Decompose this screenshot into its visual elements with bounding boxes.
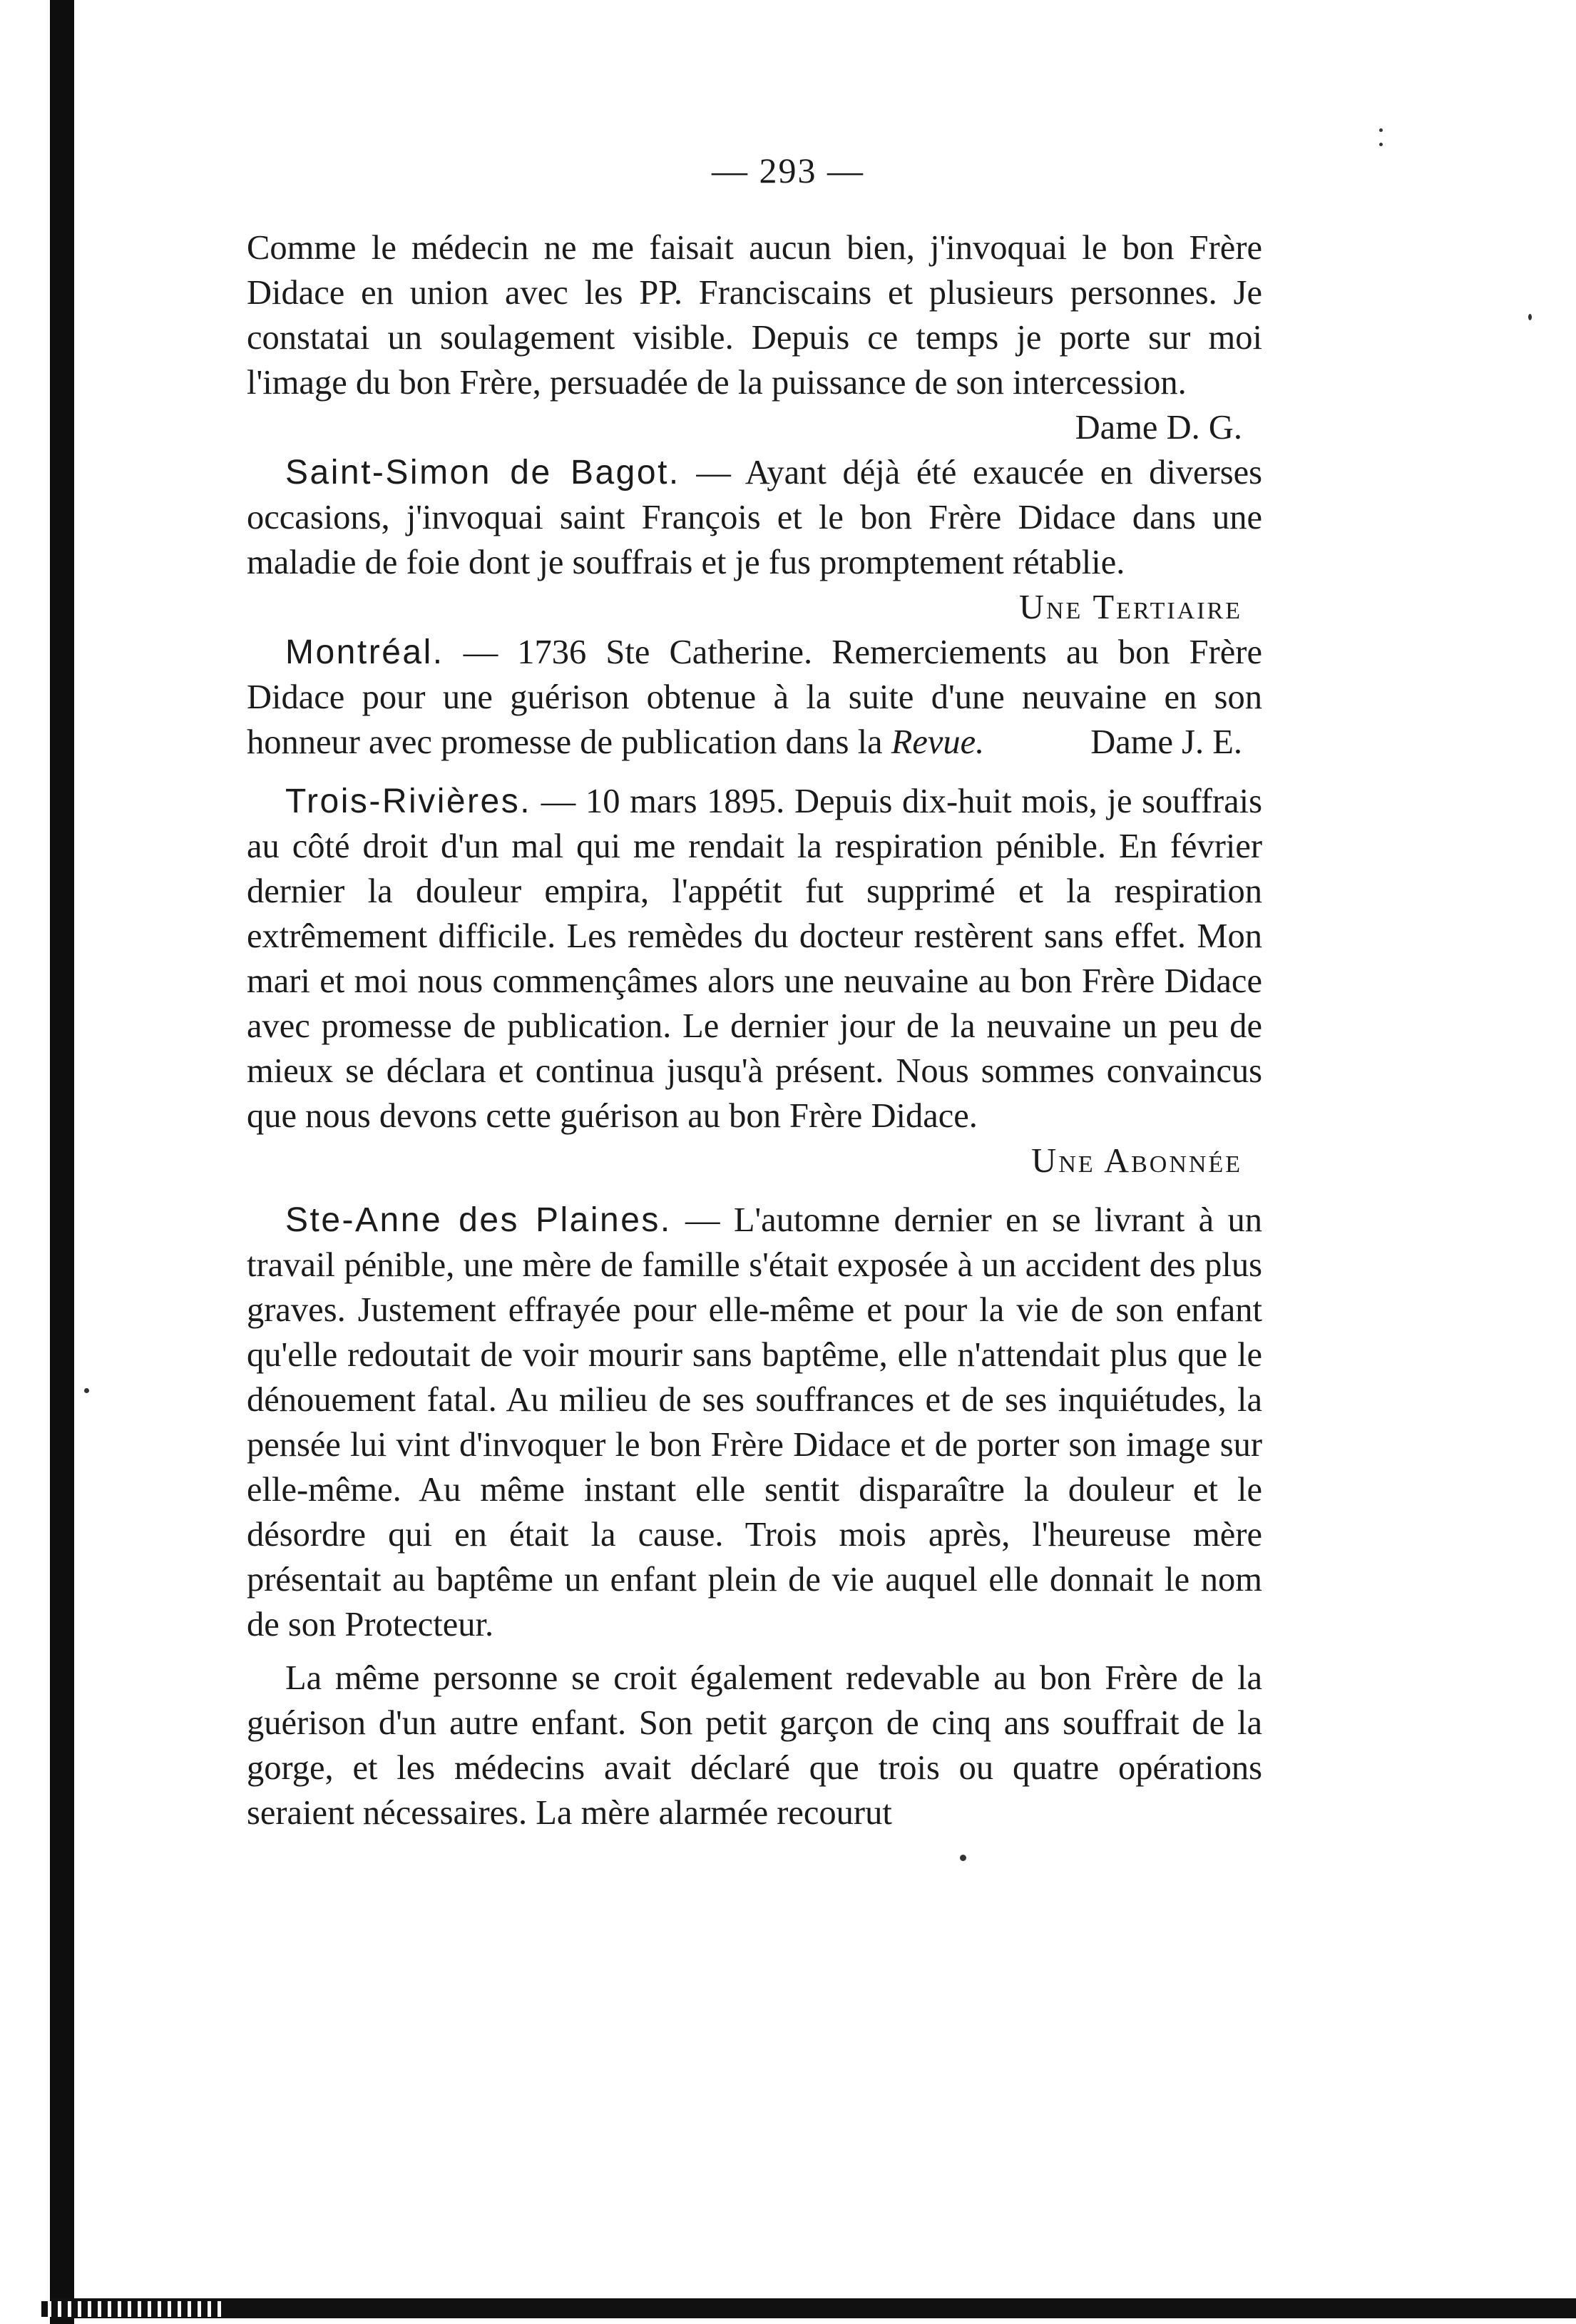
paragraph-body: — 10 mars 1895. Depuis dix-huit mois, je souffrais au côté droit d'un mal qui me rendait la respiration pénible. En février dernier la douleur empira, l'appétit fut supprimé et la respiration extrêmement difficile. Les remèdes du docteur restèrent sans effet. Mon mari et moi nous commençâmes alors une neuvaine au bon Frère Didace avec promesse de publication. Le dernier jour de la neuvaine un peu de mieux se déclara et continua jusqu'à présent. Nous sommes convaincus que nous devons cette guérison au bon Frère Didace. — [247, 783, 1262, 1135]
signature: Dame J. E. — [1090, 723, 1242, 761]
speck — [84, 1388, 89, 1393]
scan-border-bottom — [50, 2298, 1576, 2318]
signature: Une Tertiaire — [1018, 588, 1242, 626]
paragraph-dame-dg — [247, 225, 1262, 447]
paragraph-body: — L'automne dernier en se livrant à un travail pénible, une mère de famille s'était exposée à un accident des plus graves. Justement effrayée pour elle-même et pour la vie de son enfant qu'elle redoutait de voir mourir sans baptême, elle n'attendait plus que le dénouement fatal. Au milieu de ses souffrances et de ses inquiétudes, la pensée lui vint d'invoquer le bon Frère Didace et de porter son image sur elle-même. Au même instant elle sentit disparaître la douleur et le désordre qui en était la cause. Trois mois après, l'heureuse mère présentait au baptême un enfant plein de vie auquel elle donnait le nom de son Protecteur. — [247, 1201, 1262, 1643]
paragraph-autre-enfant — [247, 1656, 1262, 1835]
paragraph-body: La même personne se croit également redevable au bon Frère de la guérison d'un autre enfant. Son petit garçon de cinq ans souffrait de la gorge, et les médecins avait déclaré que trois ou quatre opérations seraient nécessaires. La mère alarmée recourut — [247, 1659, 1262, 1832]
page-number: — 293 — — [712, 151, 864, 190]
signature: Dame D. G. — [1075, 409, 1242, 447]
paragraph-saint-simon — [247, 450, 1263, 626]
place-heading: Trois-Rivières. — [285, 783, 532, 820]
signature: Une Abonnée — [1031, 1142, 1242, 1180]
paragraph-body: — 1736 Ste Catherine. Remerciements au bon Frère Didace pour une guérison obtenue à la suite d'une neuvaine en son honneur avec promesse de publication dans la — [247, 633, 1262, 761]
speck — [1379, 143, 1383, 146]
place-heading: Ste-Anne des Plaines. — [285, 1201, 672, 1239]
speck — [1379, 128, 1383, 132]
speck — [960, 1855, 966, 1861]
paragraph-trois-rivieres — [247, 779, 1262, 1183]
place-heading: Saint-Simon de Bagot. — [285, 454, 680, 491]
speck — [1528, 314, 1532, 320]
paragraph-body: Comme le médecin ne me faisait aucun bien, j'invoquai le bon Frère Didace en union avec les PP. Franciscains et plusieurs personnes. Je constatai un soulagement visible. Depuis ce temps je porte sur moi l'image du bon Frère, persuadée de la puissance de son intercession. — [247, 229, 1262, 402]
scan-border-left — [50, 0, 74, 2324]
paragraph-ste-anne — [247, 1198, 1262, 1647]
paragraph-body: — Ayant déjà été exaucée en diverses occasions, j'invoquai saint François et le bon Frère Didace dans une maladie de foie dont je souffrais et je fus promptement rétablie. — [247, 454, 1263, 581]
revue-title: Revue. — [891, 723, 985, 761]
place-heading: Montréal. — [285, 633, 444, 671]
scan-edge-ticks — [41, 2301, 227, 2317]
document-body — [247, 225, 1262, 1850]
paragraph-montreal — [247, 630, 1262, 765]
